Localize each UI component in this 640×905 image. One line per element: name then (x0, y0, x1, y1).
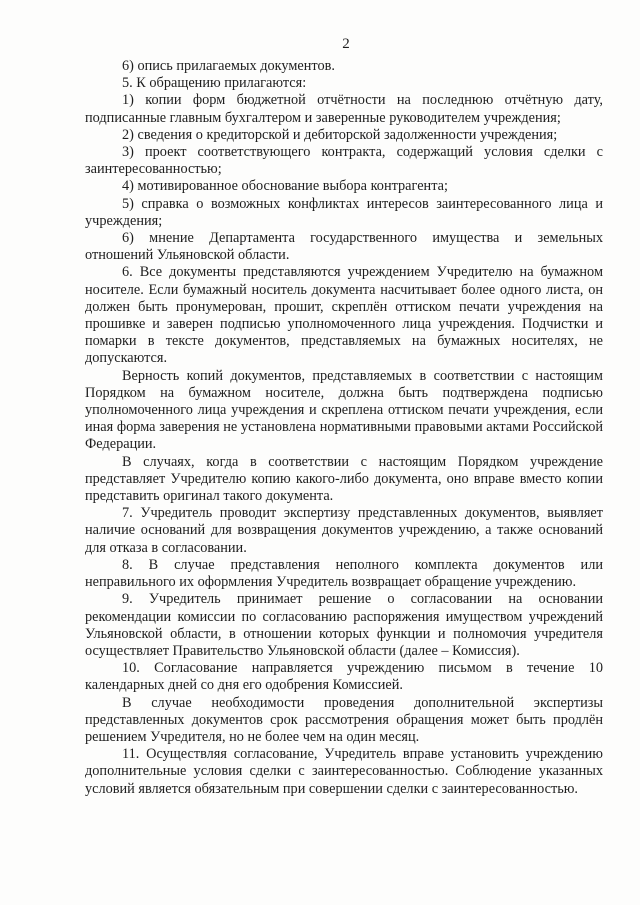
paragraph: 6) опись прилагаемых документов. (122, 58, 335, 74)
paragraph: 5. К обращению прилагаются: (122, 75, 307, 92)
paragraph: 3) проект соответствующего контракта, содержащий условия сделки с заинтересованностью; (85, 144, 603, 178)
paragraph: 1) копии форм бюджетной отчётности на последнюю отчётную дату, подписанные главным бухгалтером и заверенные руководителем учреждения; (85, 92, 603, 126)
page-number: 2 (342, 36, 350, 52)
paragraph: 5) справка о возможных конфликтах интересов заинтересованного лица и учреждения; (85, 195, 603, 229)
paragraph: 10. Согласование направляется учреждению письмом в течение 10 календарных дней со дня его одобрения Комиссией. (85, 660, 603, 694)
document-body (85, 58, 603, 798)
paragraph: 7. Учредитель проводит экспертизу представленных документов, выявляет наличие оснований для возвращения документов учреждению, а также оснований для отказа в согласовании. (85, 505, 603, 556)
paragraph: 9. Учредитель принимает решение о согласовании на основании рекомендации комиссии по согласованию распоряжения имуществом учреждений Ульяновской области, в отношении которых функции и полномочия учредителя осуществляет Правительство Ульяновской области (далее – Комиссия). (85, 591, 603, 659)
paragraph: 4) мотивированное обоснование выбора контрагента; (122, 178, 448, 195)
paragraph: 8. В случае представления неполного комплекта документов или неправильного их оформления Учредитель возвращает обращение учреждению. (85, 556, 603, 591)
paragraph: 6. Все документы представляются учреждением Учредителю на бумажном носителе. Если бумажный носитель документа насчитывает более одного листа, он должен быть пронумерован, прошит, скреплён оттиском печати учреждения на прошивке и заверен подписью уполномоченного лица учреждения. Подчистки и помарки в тексте документов, представляемых на бумажных носителях, не допускаются. (85, 264, 603, 367)
paragraph: 11. Осуществляя согласование, Учредитель вправе установить учреждению дополнительные условия сделки с заинтересованностью. Соблюдение указанных условий является обязательным при совершении сделки с заинтересованностью. (85, 746, 603, 797)
paragraph: В случае необходимости проведения дополнительной экспертизы представленных документов срок рассмотрения обращения может быть продлён решением Учредителя, но не более чем на один месяц. (85, 694, 603, 745)
paragraph: Верность копий документов, представляемых в соответствии с настоящим Порядком на бумажном носителе, должна быть подтверждена подписью уполномоченного лица учреждения и скреплена оттиском печати учреждения, если иная форма заверения не установлена нормативными правовыми актами Российской Федерации. (85, 367, 603, 453)
paragraph: 6) мнение Департамента государственного имущества и земельных отношений Ульяновской области. (85, 230, 603, 264)
paragraph: 2) сведения о кредиторской и дебиторской задолженности учреждения; (122, 126, 558, 143)
paragraph: В случаях, когда в соответствии с настоящим Порядком учреждение представляет Учредителю копию какого-либо документа, оно вправе вместо копии представить оригинал такого документа. (85, 453, 603, 505)
